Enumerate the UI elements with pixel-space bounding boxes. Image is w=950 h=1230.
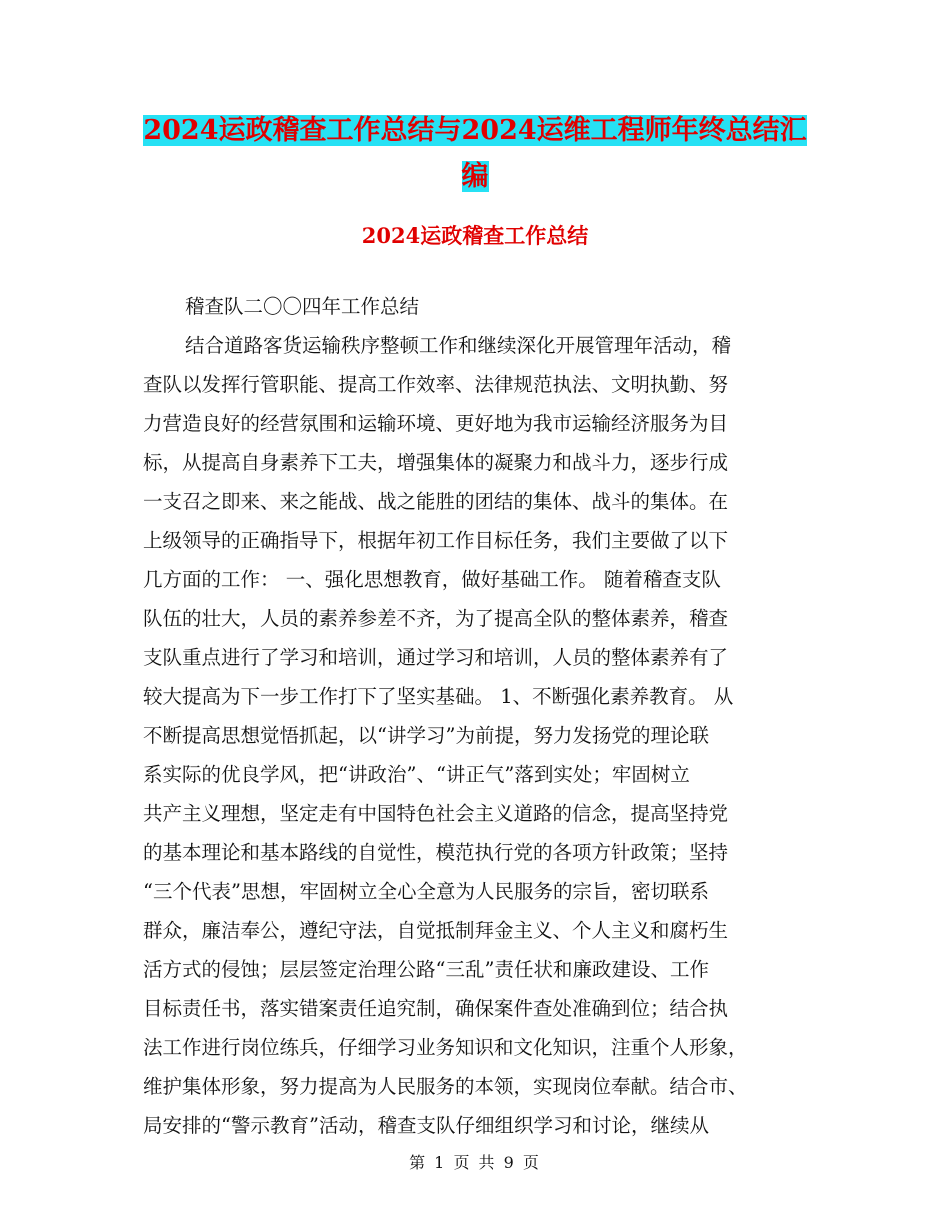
paragraph-line: 标，从提高自身素养下工夫，增强集体的凝聚力和战斗力，逐步行成 (143, 451, 729, 474)
paragraph-line: 目标责任书，落实错案责任追究制，确保案件查处准确到位；结合执 (143, 997, 729, 1020)
paragraph-line: 较大提高为下一步工作打下了坚实基础。 1、不断强化素养教育。 从 (143, 685, 734, 708)
paragraph-line: 系实际的优良学风，把“讲政治”、“讲正气”落到实处；牢固树立 (143, 763, 690, 786)
paragraph-line: 局安排的“警示教育”活动，稽查支队仔细组织学习和讨论，继续从 (143, 1114, 709, 1137)
paragraph-line: 稽查队二〇〇四年工作总结 (185, 295, 420, 318)
paragraph-line: 支队重点进行了学习和培训，通过学习和培训，人员的整体素养有了 (143, 646, 729, 669)
document-title (0, 108, 950, 200)
paragraph-line: 上级领导的正确指导下，根据年初工作目标任务，我们主要做了以下 (143, 529, 729, 552)
paragraph-line: 活方式的侵蚀；层层签定治理公路“三乱”责任状和廉政建设、工作 (143, 958, 709, 981)
page-number: 第 1 页 共 9 页 (409, 1153, 541, 1172)
title-line-1: 2024运政稽查工作总结与2024运维工程师年终总结汇 (143, 115, 807, 146)
paragraph-line: 不断提高思想觉悟抓起，以“讲学习”为前提，努力发扬党的理论联 (143, 724, 709, 747)
paragraph-line: 一支召之即来、来之能战、战之能胜的团结的集体、战斗的集体。在 (143, 490, 729, 513)
paragraph-line: “三个代表”思想，牢固树立全心全意为人民服务的宗旨，密切联系 (143, 880, 709, 903)
paragraph-line: 队伍的壮大，人员的素养参差不齐，为了提高全队的整体素养，稽查 (143, 607, 729, 630)
paragraph-line: 共产主义理想，坚定走有中国特色社会主义道路的信念，提高坚持党 (143, 802, 729, 825)
body-text (143, 287, 808, 1145)
paragraph-line: 的基本理论和基本路线的自觉性，模范执行党的各项方针政策；坚持 (143, 841, 729, 864)
section-heading: 2024运政稽查工作总结 (361, 223, 589, 248)
paragraph-line: 结合道路客货运输秩序整顿工作和继续深化开展管理年活动，稽 (185, 334, 732, 357)
paragraph-line: 查队以发挥行管职能、提高工作效率、法律规范执法、文明执勤、努 (143, 373, 729, 396)
title-line-2: 编 (461, 161, 489, 192)
paragraph-line: 几方面的工作： 一、强化思想教育，做好基础工作。 随着稽查支队 (143, 568, 721, 591)
paragraph-line: 法工作进行岗位练兵，仔细学习业务知识和文化知识，注重个人形象， (143, 1036, 748, 1059)
paragraph-line: 群众，廉洁奉公，遵纪守法，自觉抵制拜金主义、个人主义和腐朽生 (143, 919, 729, 942)
paragraph-line: 维护集体形象，努力提高为人民服务的本领，实现岗位奉献。结合市、 (143, 1075, 748, 1098)
paragraph-line: 力营造良好的经营氛围和运输环境、更好地为我市运输经济服务为目 (143, 412, 729, 435)
